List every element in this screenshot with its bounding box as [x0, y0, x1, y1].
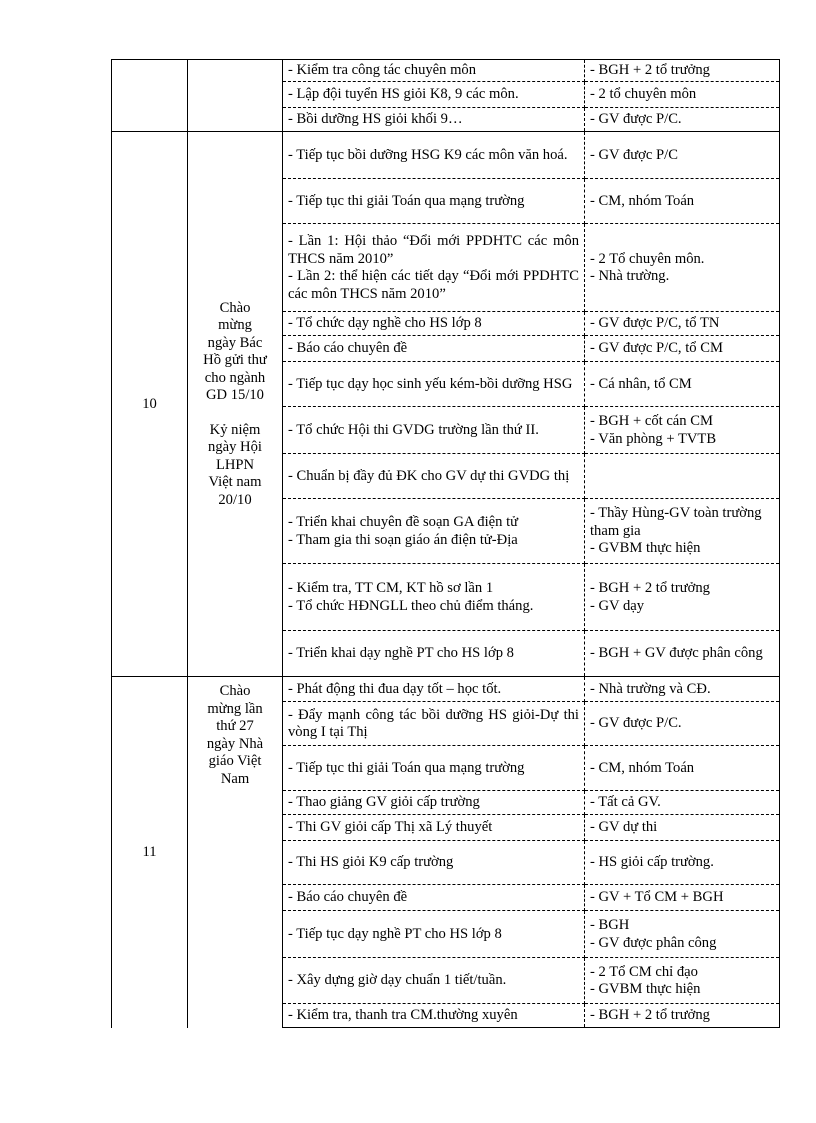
- task-cell: [283, 362, 585, 407]
- occasion-cell: [188, 132, 283, 677]
- task-line: - Tổ chức dạy nghề cho HS lớp 8: [288, 315, 482, 332]
- task-line: - Chuẩn bị đầy đủ ĐK cho GV dự thi GVDG thị: [288, 467, 570, 484]
- occasion-line: Hồ gửi thư: [203, 352, 267, 369]
- month-cell: 10: [112, 132, 188, 677]
- responsible-line: - GV được P/C.: [590, 111, 682, 128]
- occasion-line: GD 15/10: [206, 387, 264, 404]
- task-cell: [283, 1004, 585, 1028]
- responsible-line: - GV được P/C, tổ TN: [590, 315, 720, 332]
- occasion-cell: [188, 677, 283, 1028]
- plan-table-body: [112, 60, 780, 1028]
- plan-table: [111, 59, 780, 1028]
- task-line: - Kiểm tra, TT CM, KT hồ sơ lần 1: [288, 580, 494, 596]
- task-cell: [283, 179, 585, 224]
- responsible-line: - CM, nhóm Toán: [590, 192, 695, 209]
- task-line: - Tiếp tục dạy học sinh yếu kém-bồi dưỡng HSG: [288, 375, 573, 392]
- responsible-cell: [585, 1004, 780, 1028]
- task-cell: [283, 841, 585, 885]
- task-cell: [283, 60, 585, 82]
- occasion-line: mừng: [218, 317, 252, 334]
- responsible-line: - 2 Tổ CM chỉ đạo: [590, 963, 698, 980]
- responsible-line: - GV được P/C: [590, 146, 678, 163]
- task-line: - Lần 2: thể hiện các tiết dạy “Đổi mới PPDHTC các môn THCS năm 2010”: [288, 268, 579, 302]
- responsible-line: - GV + Tổ CM + BGH: [590, 889, 724, 906]
- task-line: - Thi HS giỏi K9 cấp trường: [288, 854, 454, 871]
- occasion-line: Chào: [219, 299, 251, 316]
- responsible-cell: [585, 454, 780, 499]
- task-line: - Tiếp tục dạy nghề PT cho HS lớp 8: [288, 925, 502, 942]
- responsible-cell: [585, 82, 780, 108]
- occasion-line: ngày Hội: [208, 439, 262, 456]
- responsible-line: - BGH + 2 tổ trưởng: [590, 1007, 710, 1024]
- task-cell: [283, 407, 585, 454]
- task-line: - Tiếp tục thi giải Toán qua mạng trường: [288, 759, 525, 776]
- responsible-cell: [585, 312, 780, 336]
- task-line: - Phát động thi đua dạy tốt – học tốt.: [288, 680, 502, 697]
- occasion-line: 20/10: [218, 491, 252, 508]
- task-cell: [283, 958, 585, 1004]
- task-line: - Lập đội tuyển HS giỏi K8, 9 các môn.: [288, 86, 519, 103]
- responsible-cell: [585, 108, 780, 132]
- responsible-line: - Cá nhân, tổ CM: [590, 375, 692, 392]
- responsible-cell: [585, 224, 780, 312]
- occasion-line: mừng lần: [207, 700, 263, 717]
- responsible-line: - Tất cả GV.: [590, 794, 661, 811]
- responsible-cell: [585, 336, 780, 362]
- occasion-line: Việt nam: [208, 474, 262, 491]
- responsible-line: - Thầy Hùng-GV toàn trường tham gia: [590, 505, 762, 539]
- responsible-cell: [585, 841, 780, 885]
- task-line: - Xây dựng giờ dạy chuẩn 1 tiết/tuần.: [288, 972, 507, 989]
- occasion-line: ngày Bác: [207, 334, 263, 351]
- responsible-line: - BGH + 2 tổ trưởng: [590, 62, 710, 79]
- responsible-line: - GV dự thi: [590, 819, 658, 836]
- task-cell: [283, 911, 585, 958]
- responsible-line: - 2 tổ chuyên môn: [590, 86, 697, 103]
- responsible-cell: [585, 911, 780, 958]
- occasion-line: giáo Việt: [208, 753, 262, 769]
- task-cell: [283, 132, 585, 179]
- occasion-line: Kỷ niệm: [209, 421, 261, 438]
- task-cell: [283, 791, 585, 815]
- responsible-line: - BGH: [590, 917, 630, 933]
- occasion-cell: [188, 60, 283, 132]
- occasion-line: Chào: [219, 683, 251, 699]
- task-cell: [283, 224, 585, 312]
- responsible-line: - Văn phòng + TVTB: [590, 430, 717, 447]
- task-line: - Kiểm tra công tác chuyên môn: [288, 62, 477, 79]
- task-cell: [283, 454, 585, 499]
- task-line: - Lần 1: Hội thảo “Đổi mới PPDHTC các môn THCS năm 2010”: [288, 233, 579, 267]
- task-line: - Bồi dưỡng HS giỏi khối 9…: [288, 111, 463, 128]
- month-cell: 11: [112, 677, 188, 1028]
- responsible-line: - BGH + GV được phân công: [590, 645, 763, 662]
- responsible-cell: [585, 362, 780, 407]
- responsible-line: - HS giỏi cấp trường.: [590, 854, 714, 871]
- task-line: - Đẩy mạnh công tác bồi dưỡng HS giỏi-Dự thi vòng I tại Thị: [288, 706, 579, 740]
- task-line: - Triển khai dạy nghề PT cho HS lớp 8: [288, 645, 514, 662]
- responsible-line: - BGH + cốt cán CM: [590, 413, 713, 429]
- responsible-line: - CM, nhóm Toán: [590, 759, 695, 776]
- responsible-line: - GV được phân công: [590, 934, 717, 951]
- task-line: - Triển khai chuyên đề soạn GA điện tử: [288, 514, 519, 530]
- task-line: - Tổ chức Hội thi GVDG trường lần thứ II.: [288, 421, 539, 438]
- responsible-line: - GV được P/C.: [590, 715, 682, 732]
- occasion-line: cho ngành: [204, 369, 266, 386]
- responsible-cell: [585, 815, 780, 841]
- task-line: - Tham gia thi soạn giáo án điện tử-Địa: [288, 531, 518, 548]
- responsible-cell: [585, 885, 780, 911]
- task-line: - Thao giảng GV giỏi cấp trường: [288, 794, 480, 811]
- responsible-line: - Nhà trường và CĐ.: [590, 680, 711, 697]
- task-line: - Thi GV giỏi cấp Thị xã Lý thuyết: [288, 819, 493, 836]
- task-cell: [283, 312, 585, 336]
- responsible-line: - GV dạy: [590, 597, 645, 614]
- responsible-line: - GVBM thực hiện: [590, 540, 701, 557]
- responsible-line: - Nhà trường.: [590, 268, 670, 284]
- responsible-line: - GVBM thực hiện: [590, 981, 701, 997]
- task-cell: [283, 564, 585, 631]
- task-cell: [283, 631, 585, 677]
- task-line: - Tiếp tục bồi dưỡng HSG K9 các môn văn hoá.: [288, 146, 568, 163]
- table-row: [112, 60, 780, 82]
- responsible-line: - BGH + 2 tổ trưởng: [590, 580, 710, 596]
- task-cell: [283, 702, 585, 746]
- task-cell: [283, 677, 585, 702]
- task-line: - Tổ chức HĐNGLL theo chủ điểm tháng.: [288, 597, 534, 614]
- responsible-cell: [585, 132, 780, 179]
- task-cell: [283, 499, 585, 564]
- task-line: - Kiểm tra, thanh tra CM.thường xuyên: [288, 1007, 518, 1024]
- responsible-cell: [585, 179, 780, 224]
- task-cell: [283, 82, 585, 108]
- table-row: [112, 132, 780, 179]
- table-row: [112, 677, 780, 702]
- occasion-line: [193, 405, 277, 422]
- responsible-line: - 2 Tổ chuyên môn.: [590, 250, 705, 267]
- task-cell: [283, 746, 585, 791]
- task-cell: [283, 108, 585, 132]
- responsible-cell: [585, 702, 780, 746]
- task-cell: [283, 815, 585, 841]
- occasion-line: Nam: [220, 770, 250, 787]
- responsible-cell: [585, 746, 780, 791]
- responsible-cell: [585, 499, 780, 564]
- responsible-cell: [585, 791, 780, 815]
- responsible-cell: [585, 631, 780, 677]
- task-line: - Báo cáo chuyên đề: [288, 889, 408, 906]
- occasion-line: ngày Nhà: [206, 735, 264, 752]
- responsible-cell: [585, 407, 780, 454]
- task-cell: [283, 885, 585, 911]
- occasion-line: LHPN: [215, 456, 255, 473]
- responsible-cell: [585, 958, 780, 1004]
- task-line: - Báo cáo chuyên đề: [288, 340, 408, 357]
- occasion-line: thứ 27: [216, 718, 254, 734]
- responsible-cell: [585, 677, 780, 702]
- task-line: - Tiếp tục thi giải Toán qua mạng trường: [288, 192, 525, 209]
- responsible-line: - GV được P/C, tổ CM: [590, 340, 723, 357]
- responsible-cell: [585, 60, 780, 82]
- month-cell: [112, 60, 188, 132]
- responsible-cell: [585, 564, 780, 631]
- task-cell: [283, 336, 585, 362]
